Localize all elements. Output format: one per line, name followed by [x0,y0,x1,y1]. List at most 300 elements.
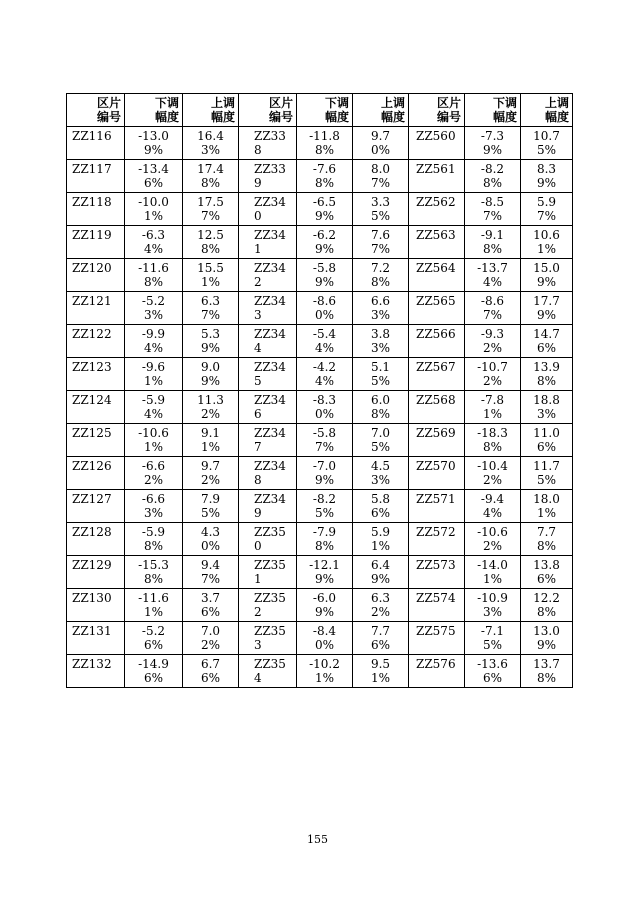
cell-text: -4.24% [312,360,337,388]
down-adjust-cell [297,325,353,358]
up-adjust-cell [353,556,409,589]
up-adjust-cell [353,622,409,655]
cell-text: ZZ353 [254,624,286,652]
cell-text: -5.89% [312,261,337,289]
cell-text: 6.37% [200,294,221,322]
cell-text: -13.46% [138,162,169,190]
zone-id-cell [409,160,465,193]
cell-text: -10.21% [309,657,340,685]
cell-text: 10.75% [533,129,560,157]
cell-text: -10.61% [138,426,169,454]
zone-id-cell [239,325,297,358]
zone-id-cell [239,160,297,193]
zone-id-cell [409,127,465,160]
down-adjust-cell [297,160,353,193]
down-adjust-cell [465,523,521,556]
cell-text: -13.74% [477,261,508,289]
cell-text: -12.19% [309,558,340,586]
down-adjust-cell [125,655,183,688]
down-adjust-cell [465,160,521,193]
down-adjust-cell [465,424,521,457]
down-adjust-cell [125,358,183,391]
cell-text: -6.09% [312,591,337,619]
zone-id-cell [409,358,465,391]
cell-text: 5.39% [200,327,221,355]
table-row [67,292,573,325]
up-adjust-cell [183,127,239,160]
down-adjust-cell [297,523,353,556]
zone-id-cell [239,589,297,622]
cell-text: 13.09% [533,624,560,652]
table-row [67,556,573,589]
down-adjust-cell [297,358,353,391]
zone-id-cell [409,622,465,655]
cell-text: ZZ341 [254,228,286,256]
cell-text: ZZ338 [254,129,286,157]
cell-text: 18.83% [533,393,560,421]
cell-text: 9.09% [200,360,221,388]
table-row [67,655,573,688]
cell-text: ZZ121 [72,294,112,308]
zone-id-cell [409,391,465,424]
zone-id-cell [239,655,297,688]
zone-id-cell [67,193,125,226]
up-adjust-cell [183,226,239,259]
cell-text: 14.76% [533,327,560,355]
zone-id-cell [67,556,125,589]
cell-text: ZZ347 [254,426,286,454]
cell-text: -8.57% [480,195,505,223]
zone-id-cell [239,391,297,424]
cell-text: 11.32% [197,393,224,421]
cell-text: -10.01% [138,195,169,223]
up-adjust-cell [521,622,573,655]
down-adjust-cell [125,391,183,424]
up-adjust-cell [353,193,409,226]
down-adjust-cell [125,193,183,226]
cell-text: ZZ116 [72,129,112,143]
zone-id-cell [67,424,125,457]
cell-text: ZZ117 [72,162,112,176]
cell-text: ZZ354 [254,657,286,685]
column-header: 下调 幅度 [297,94,353,127]
zone-id-cell [409,523,465,556]
zone-id-cell [239,523,297,556]
cell-text: -15.38% [138,558,169,586]
zone-id-cell [239,292,297,325]
cell-text: 12.28% [533,591,560,619]
cell-text: ZZ570 [416,459,456,473]
cell-text: 9.51% [370,657,391,685]
zone-id-cell [239,490,297,523]
up-adjust-cell [353,226,409,259]
cell-text: -6.34% [141,228,166,256]
cell-text: -9.32% [480,327,505,355]
down-adjust-cell [297,490,353,523]
down-adjust-cell [465,226,521,259]
cell-text: 6.49% [370,558,391,586]
cell-text: -9.44% [480,492,505,520]
zone-id-cell [239,127,297,160]
up-adjust-cell [183,193,239,226]
zone-id-cell [239,193,297,226]
zone-id-cell [239,457,297,490]
cell-text: 13.78% [533,657,560,685]
cell-text: -11.68% [138,261,169,289]
down-adjust-cell [297,457,353,490]
up-adjust-cell [353,424,409,457]
zone-id-cell [67,391,125,424]
cell-text: ZZ122 [72,327,112,341]
cell-text: ZZ565 [416,294,456,308]
up-adjust-cell [183,424,239,457]
cell-text: ZZ349 [254,492,286,520]
cell-text: ZZ343 [254,294,286,322]
up-adjust-cell [521,160,573,193]
cell-text: 7.28% [370,261,391,289]
down-adjust-cell [465,127,521,160]
cell-text: 11.06% [533,426,560,454]
cell-text: 9.70% [370,129,391,157]
cell-text: ZZ572 [416,525,456,539]
cell-text: ZZ350 [254,525,286,553]
cell-text: ZZ118 [72,195,112,209]
cell-text: -5.94% [141,393,166,421]
down-adjust-cell [465,457,521,490]
cell-text: 8.07% [370,162,391,190]
up-adjust-cell [521,556,573,589]
up-adjust-cell [521,259,573,292]
table-header-row [67,94,573,127]
zone-id-cell [409,490,465,523]
cell-text: ZZ125 [72,426,112,440]
zone-id-cell [67,226,125,259]
zone-id-cell [67,358,125,391]
cell-text: 11.75% [533,459,560,487]
cell-text: 6.63% [370,294,391,322]
table-row [67,226,573,259]
up-adjust-cell [353,391,409,424]
cell-text: -7.15% [480,624,505,652]
cell-text: 7.05% [370,426,391,454]
cell-text: 6.76% [200,657,221,685]
column-header: 下调 幅度 [465,94,521,127]
table-row [67,259,573,292]
cell-text: -6.59% [312,195,337,223]
table-row [67,490,573,523]
zone-id-cell [239,622,297,655]
up-adjust-cell [521,127,573,160]
down-adjust-cell [297,226,353,259]
down-adjust-cell [297,292,353,325]
table-row [67,325,573,358]
up-adjust-cell [353,523,409,556]
cell-text: ZZ575 [416,624,456,638]
cell-text: ZZ123 [72,360,112,374]
down-adjust-cell [297,259,353,292]
cell-text: 9.72% [200,459,221,487]
cell-text: ZZ130 [72,591,112,605]
zone-id-cell [67,259,125,292]
cell-text: -7.68% [312,162,337,190]
down-adjust-cell [297,589,353,622]
up-adjust-cell [521,523,573,556]
zone-id-cell [409,556,465,589]
up-adjust-cell [183,391,239,424]
cell-text: 5.86% [370,492,391,520]
up-adjust-cell [521,193,573,226]
up-adjust-cell [183,292,239,325]
cell-text: -7.81% [480,393,505,421]
cell-text: ZZ348 [254,459,286,487]
cell-text: -10.72% [477,360,508,388]
column-header: 下调 幅度 [125,94,183,127]
cell-text: ZZ127 [72,492,112,506]
down-adjust-cell [297,193,353,226]
cell-text: 7.76% [370,624,391,652]
cell-text: -10.93% [477,591,508,619]
cell-text: -5.26% [141,624,166,652]
table-body [67,127,573,688]
down-adjust-cell [465,556,521,589]
cell-text: ZZ573 [416,558,456,572]
down-adjust-cell [125,556,183,589]
up-adjust-cell [183,622,239,655]
cell-text: -5.44% [312,327,337,355]
table-row [67,523,573,556]
cell-text: 7.67% [370,228,391,256]
cell-text: ZZ566 [416,327,456,341]
cell-text: ZZ567 [416,360,456,374]
up-adjust-cell [183,160,239,193]
down-adjust-cell [125,226,183,259]
cell-text: 16.43% [197,129,224,157]
up-adjust-cell [183,457,239,490]
cell-text: 5.91% [370,525,391,553]
up-adjust-cell [521,589,573,622]
table-row [67,622,573,655]
cell-text: ZZ560 [416,129,456,143]
table-row [67,424,573,457]
down-adjust-cell [465,325,521,358]
zone-id-cell [239,226,297,259]
down-adjust-cell [465,655,521,688]
cell-text: 7.95% [200,492,221,520]
zone-id-cell [409,325,465,358]
down-adjust-cell [125,259,183,292]
cell-text: ZZ569 [416,426,456,440]
cell-text: 15.09% [533,261,560,289]
zone-id-cell [239,556,297,589]
cell-text: -11.88% [309,129,340,157]
cell-text: ZZ124 [72,393,112,407]
column-header: 上调 幅度 [183,94,239,127]
up-adjust-cell [353,655,409,688]
down-adjust-cell [465,490,521,523]
down-adjust-cell [465,391,521,424]
cell-text: -8.28% [480,162,505,190]
cell-text: ZZ571 [416,492,456,506]
down-adjust-cell [125,292,183,325]
table-row [67,457,573,490]
cell-text: 17.48% [197,162,224,190]
cell-text: ZZ129 [72,558,112,572]
zone-id-cell [67,655,125,688]
zone-id-cell [409,589,465,622]
up-adjust-cell [521,226,573,259]
cell-text: -8.40% [312,624,337,652]
cell-text: 5.97% [536,195,557,223]
column-header: 区片 编号 [239,94,297,127]
cell-text: -5.87% [312,426,337,454]
up-adjust-cell [353,358,409,391]
down-adjust-cell [465,622,521,655]
zone-id-cell [409,259,465,292]
cell-text: -8.67% [480,294,505,322]
zone-id-cell [409,457,465,490]
cell-text: -14.96% [138,657,169,685]
up-adjust-cell [183,490,239,523]
cell-text: ZZ351 [254,558,286,586]
cell-text: ZZ126 [72,459,112,473]
up-adjust-cell [183,523,239,556]
up-adjust-cell [183,589,239,622]
down-adjust-cell [125,523,183,556]
cell-text: ZZ576 [416,657,456,671]
down-adjust-cell [125,490,183,523]
down-adjust-cell [125,622,183,655]
down-adjust-cell [125,424,183,457]
cell-text: -10.62% [477,525,508,553]
cell-text: ZZ128 [72,525,112,539]
cell-text: 4.30% [200,525,221,553]
cell-text: -14.01% [477,558,508,586]
cell-text: -9.61% [141,360,166,388]
cell-text: -7.09% [312,459,337,487]
cell-text: -11.61% [138,591,169,619]
cell-text: 17.79% [533,294,560,322]
cell-text: 13.86% [533,558,560,586]
table-row [67,193,573,226]
down-adjust-cell [465,292,521,325]
cell-text: ZZ120 [72,261,112,275]
up-adjust-cell [521,424,573,457]
cell-text: -13.09% [138,129,169,157]
cell-text: -8.30% [312,393,337,421]
cell-text: ZZ561 [416,162,456,176]
down-adjust-cell [125,457,183,490]
down-adjust-cell [465,193,521,226]
cell-text: -6.63% [141,492,166,520]
cell-text: ZZ564 [416,261,456,275]
up-adjust-cell [353,589,409,622]
zone-id-cell [67,292,125,325]
cell-text: ZZ574 [416,591,456,605]
cell-text: 12.58% [197,228,224,256]
zone-id-cell [409,226,465,259]
up-adjust-cell [521,655,573,688]
cell-text: ZZ345 [254,360,286,388]
up-adjust-cell [353,292,409,325]
column-header: 区片 编号 [409,94,465,127]
up-adjust-cell [353,160,409,193]
cell-text: -8.60% [312,294,337,322]
up-adjust-cell [183,655,239,688]
cell-text: 3.83% [370,327,391,355]
cell-text: -18.38% [477,426,508,454]
zone-id-cell [239,358,297,391]
cell-text: ZZ352 [254,591,286,619]
table-row [67,391,573,424]
cell-text: ZZ132 [72,657,112,671]
up-adjust-cell [353,127,409,160]
down-adjust-cell [297,622,353,655]
zone-id-cell [409,424,465,457]
cell-text: ZZ344 [254,327,286,355]
cell-text: 6.32% [370,591,391,619]
cell-text: 18.01% [533,492,560,520]
down-adjust-cell [125,325,183,358]
cell-text: ZZ339 [254,162,286,190]
column-header: 上调 幅度 [521,94,573,127]
up-adjust-cell [521,490,573,523]
cell-text: ZZ563 [416,228,456,242]
up-adjust-cell [521,325,573,358]
cell-text: ZZ342 [254,261,286,289]
zone-id-cell [239,424,297,457]
cell-text: 3.76% [200,591,221,619]
cell-text: -7.98% [312,525,337,553]
up-adjust-cell [521,358,573,391]
up-adjust-cell [183,556,239,589]
table-row [67,160,573,193]
cell-text: -9.18% [480,228,505,256]
column-header: 上调 幅度 [353,94,409,127]
up-adjust-cell [521,391,573,424]
cell-text: 13.98% [533,360,560,388]
down-adjust-cell [297,424,353,457]
cell-text: 9.47% [200,558,221,586]
table-row [67,589,573,622]
up-adjust-cell [521,292,573,325]
cell-text: 8.39% [536,162,557,190]
cell-text: ZZ119 [72,228,112,242]
down-adjust-cell [297,556,353,589]
up-adjust-cell [183,358,239,391]
down-adjust-cell [465,358,521,391]
cell-text: 7.78% [536,525,557,553]
up-adjust-cell [353,457,409,490]
zone-id-cell [67,589,125,622]
up-adjust-cell [353,325,409,358]
zone-id-cell [409,193,465,226]
cell-text: -6.62% [141,459,166,487]
cell-text: ZZ346 [254,393,286,421]
cell-text: 7.02% [200,624,221,652]
cell-text: 3.35% [370,195,391,223]
cell-text: -5.23% [141,294,166,322]
cell-text: 6.08% [370,393,391,421]
cell-text: -13.66% [477,657,508,685]
cell-text: -9.94% [141,327,166,355]
up-adjust-cell [183,325,239,358]
up-adjust-cell [521,457,573,490]
cell-text: -6.29% [312,228,337,256]
cell-text: 15.51% [197,261,224,289]
cell-text: 4.53% [370,459,391,487]
up-adjust-cell [353,259,409,292]
down-adjust-cell [125,589,183,622]
